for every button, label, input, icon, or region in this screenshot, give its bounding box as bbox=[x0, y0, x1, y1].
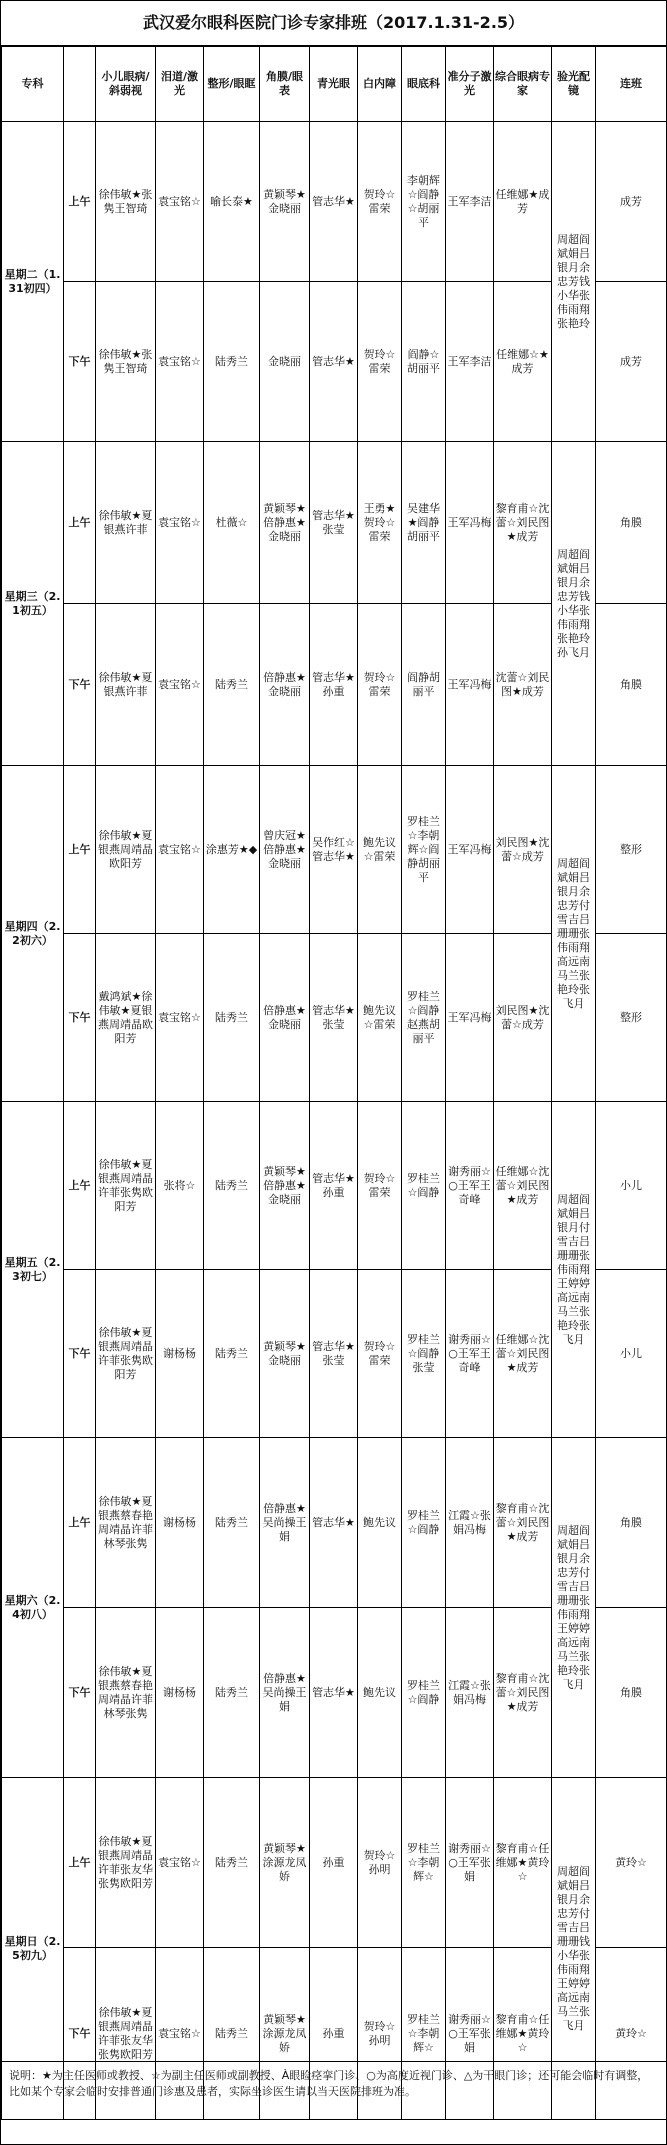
session-label: 下午 bbox=[64, 604, 96, 766]
cell-glaucoma: 管志华★孙重 bbox=[310, 604, 358, 766]
cell-cataract: 贺玲☆孙明 bbox=[358, 1948, 402, 2120]
cell-cataract: 贺玲☆雷荣 bbox=[358, 1102, 402, 1270]
header-glaucoma: 青光眼 bbox=[310, 47, 358, 122]
day-label: 星期二（1.31初四） bbox=[2, 122, 64, 442]
cell-general-expert: 任维娜☆★成芳 bbox=[494, 282, 552, 442]
cell-excimer: 王军李洁 bbox=[446, 122, 494, 282]
cell-continuous: 整形 bbox=[596, 766, 667, 934]
cell-oculoplastic: 喻长泰★ bbox=[204, 122, 260, 282]
cell-pediatric: 徐伟敏★夏银燕周靖晶许菲张友华张隽欧阳芳 bbox=[96, 1948, 156, 2120]
cell-cataract: 贺玲☆雷荣 bbox=[358, 604, 402, 766]
cell-pediatric: 徐伟敏★张隽王智琦 bbox=[96, 122, 156, 282]
header-general-expert: 综合眼病专家 bbox=[494, 47, 552, 122]
cell-pediatric: 徐伟敏★夏银燕蔡春艳周靖晶许菲林琴张隽 bbox=[96, 1438, 156, 1608]
cell-pediatric: 徐伟敏★夏银燕周靖晶欧阳芳 bbox=[96, 766, 156, 934]
cell-excimer: 王军冯梅 bbox=[446, 604, 494, 766]
cell-cataract: 鲍先议☆雷荣 bbox=[358, 934, 402, 1102]
cell-continuous: 角膜 bbox=[596, 442, 667, 604]
cell-pediatric: 徐伟敏★夏银燕周靖晶许菲张隽欧阳芳 bbox=[96, 1270, 156, 1438]
cell-lacrimal: 袁宝铭☆ bbox=[156, 934, 204, 1102]
cell-pediatric: 徐伟敏★夏银燕许菲 bbox=[96, 442, 156, 604]
cell-oculoplastic: 陆秀兰 bbox=[204, 1270, 260, 1438]
cell-lacrimal: 袁宝铭☆ bbox=[156, 1778, 204, 1948]
cell-lacrimal: 袁宝铭☆ bbox=[156, 766, 204, 934]
cell-cornea: 倍静惠★吴尚操王娟 bbox=[260, 1438, 310, 1608]
cell-optometry: 周超阎斌娟吕银月余忠芳付雪吉吕珊珊钱小华张伟雨翔王婷婷高远南马兰张飞月 bbox=[552, 1778, 596, 2120]
cell-retina: 罗桂兰☆李朝辉☆阎静胡丽平 bbox=[402, 766, 446, 934]
cell-pediatric: 徐伟敏★夏银燕周靖晶许菲张隽欧阳芳 bbox=[96, 1102, 156, 1270]
cell-continuous: 黄玲☆ bbox=[596, 1778, 667, 1948]
cell-cataract: 贺玲☆孙明 bbox=[358, 1778, 402, 1948]
session-label: 下午 bbox=[64, 282, 96, 442]
cell-general-expert: 刘民图★沈蕾☆成芳 bbox=[494, 766, 552, 934]
cell-retina: 吴建华★阎静胡丽平 bbox=[402, 442, 446, 604]
cell-cornea: 金晓丽 bbox=[260, 282, 310, 442]
session-label: 下午 bbox=[64, 1608, 96, 1778]
cell-continuous: 整形 bbox=[596, 934, 667, 1102]
cell-excimer: 王军冯梅 bbox=[446, 934, 494, 1102]
session-label: 上午 bbox=[64, 122, 96, 282]
cell-continuous: 小儿 bbox=[596, 1270, 667, 1438]
cell-continuous: 角膜 bbox=[596, 1608, 667, 1778]
cell-excimer: 江霞☆张娟冯梅 bbox=[446, 1608, 494, 1778]
cell-oculoplastic: 陆秀兰 bbox=[204, 1102, 260, 1270]
cell-cornea: 黄颖琴★倍静惠★金晓丽 bbox=[260, 1102, 310, 1270]
cell-retina: 罗桂兰☆阎静 bbox=[402, 1102, 446, 1270]
header-cornea: 角膜/眼表 bbox=[260, 47, 310, 122]
schedule-table bbox=[1, 46, 667, 2120]
header-pediatric: 小儿眼病/斜弱视 bbox=[96, 47, 156, 122]
cell-lacrimal: 袁宝铭☆ bbox=[156, 282, 204, 442]
cell-general-expert: 任维娜☆沈蕾☆刘民图★成芳 bbox=[494, 1270, 552, 1438]
cell-optometry: 周超阎斌娟吕银月余忠芳付雪吉吕珊珊张伟雨翔王婷婷高远南马兰张艳玲张飞月 bbox=[552, 1438, 596, 1778]
cell-continuous: 小儿 bbox=[596, 1102, 667, 1270]
cell-excimer: 王军李洁 bbox=[446, 282, 494, 442]
cell-oculoplastic: 陆秀兰 bbox=[204, 934, 260, 1102]
cell-retina: 罗桂兰☆阎静 bbox=[402, 1608, 446, 1778]
session-label: 下午 bbox=[64, 1948, 96, 2120]
session-label: 上午 bbox=[64, 1778, 96, 1948]
session-label: 上午 bbox=[64, 766, 96, 934]
day-label: 星期五（2.3初七） bbox=[2, 1102, 64, 1438]
cell-pediatric: 戴鸿斌★徐伟敏★夏银燕周靖晶欧阳芳 bbox=[96, 934, 156, 1102]
cell-general-expert: 黎育甫☆任维娜★黄玲☆ bbox=[494, 1778, 552, 1948]
cell-lacrimal: 张将☆ bbox=[156, 1102, 204, 1270]
header-lacrimal: 泪道/激光 bbox=[156, 47, 204, 122]
table-row bbox=[2, 442, 667, 604]
cell-retina: 罗桂兰☆李朝辉☆ bbox=[402, 1948, 446, 2120]
cell-cornea: 倍静惠★金晓丽 bbox=[260, 604, 310, 766]
cell-cornea: 黄颖琴★涂源龙凤娇 bbox=[260, 1948, 310, 2120]
cell-glaucoma: 管志华★ bbox=[310, 1608, 358, 1778]
cell-cataract: 鲍先议 bbox=[358, 1608, 402, 1778]
cell-general-expert: 黎育甫☆沈蕾☆刘民图★成芳 bbox=[494, 1608, 552, 1778]
cell-oculoplastic: 陆秀兰 bbox=[204, 604, 260, 766]
cell-lacrimal: 袁宝铭☆ bbox=[156, 442, 204, 604]
cell-excimer: 江霞☆张娟冯梅 bbox=[446, 1438, 494, 1608]
header-excimer: 准分子激光 bbox=[446, 47, 494, 122]
cell-pediatric: 徐伟敏★张隽王智琦 bbox=[96, 282, 156, 442]
cell-cornea: 倍静惠★吴尚操王娟 bbox=[260, 1608, 310, 1778]
cell-oculoplastic: 陆秀兰 bbox=[204, 1438, 260, 1608]
cell-glaucoma: 管志华★张莹 bbox=[310, 442, 358, 604]
day-label: 星期日（2.5初九） bbox=[2, 1778, 64, 2120]
cell-oculoplastic: 陆秀兰 bbox=[204, 282, 260, 442]
cell-oculoplastic: 陆秀兰 bbox=[204, 1948, 260, 2120]
cell-cornea: 倍静惠★金晓丽 bbox=[260, 934, 310, 1102]
cell-lacrimal: 谢杨杨 bbox=[156, 1270, 204, 1438]
cell-continuous: 黄玲☆ bbox=[596, 1948, 667, 2120]
cell-continuous: 角膜 bbox=[596, 604, 667, 766]
cell-pediatric: 徐伟敏★夏银燕蔡春艳周靖晶许菲林琴张隽 bbox=[96, 1608, 156, 1778]
cell-lacrimal: 袁宝铭☆ bbox=[156, 1948, 204, 2120]
cell-general-expert: 黎育甫☆沈蕾☆刘民图★成芳 bbox=[494, 1438, 552, 1608]
table-row bbox=[2, 766, 667, 934]
table-row bbox=[2, 122, 667, 282]
cell-lacrimal: 袁宝铭☆ bbox=[156, 122, 204, 282]
cell-optometry: 周超阎斌娟吕银月余忠芳付雪吉吕珊珊张伟雨翔高远南马兰张艳玲张飞月 bbox=[552, 766, 596, 1102]
cell-lacrimal: 谢杨杨 bbox=[156, 1438, 204, 1608]
table-row bbox=[2, 1778, 667, 1948]
cell-continuous: 角膜 bbox=[596, 1438, 667, 1608]
cell-continuous: 成芳 bbox=[596, 122, 667, 282]
cell-continuous: 成芳 bbox=[596, 282, 667, 442]
cell-cornea: 黄颖琴★涂源龙凤娇 bbox=[260, 1778, 310, 1948]
table-row bbox=[2, 1438, 667, 1608]
cell-glaucoma: 管志华★ bbox=[310, 282, 358, 442]
cell-general-expert: 任维娜☆沈蕾☆刘民图★成芳 bbox=[494, 1102, 552, 1270]
cell-cataract: 鲍先议☆雷荣 bbox=[358, 766, 402, 934]
schedule-body bbox=[2, 122, 667, 2120]
cell-excimer: 谢秀丽☆○王军王奇峰 bbox=[446, 1270, 494, 1438]
cell-general-expert: 任维娜★成芳 bbox=[494, 122, 552, 282]
cell-glaucoma: 管志华★ bbox=[310, 1438, 358, 1608]
cell-cataract: 王勇★贺玲☆雷荣 bbox=[358, 442, 402, 604]
cell-lacrimal: 袁宝铭☆ bbox=[156, 604, 204, 766]
cell-general-expert: 沈蕾☆刘民图★成芳 bbox=[494, 604, 552, 766]
header-specialty: 专科 bbox=[2, 47, 64, 122]
footnote: 说明：★为主任医师或教授、☆为副主任医师或副教授、À眼睑痉挛门诊、○为高度近视门诊、△为干眼门诊；还可能会临时有调整，比如某个专家会临时安排普通门诊惠及患者，实际坐诊医生请以当天医院排班为准。 bbox=[1, 2061, 666, 2144]
cell-cornea: 黄颖琴★倍静惠★金晓丽 bbox=[260, 442, 310, 604]
cell-optometry: 周超阎斌娟吕银月余忠芳钱小华张伟雨翔张艳玲孙飞月 bbox=[552, 442, 596, 766]
cell-cornea: 黄颖琴★金晓丽 bbox=[260, 122, 310, 282]
session-label: 上午 bbox=[64, 442, 96, 604]
cell-oculoplastic: 陆秀兰 bbox=[204, 1608, 260, 1778]
cell-pediatric: 徐伟敏★夏银燕周靖晶许菲张友华张隽欧阳芳 bbox=[96, 1778, 156, 1948]
cell-retina: 罗桂兰☆李朝辉☆ bbox=[402, 1778, 446, 1948]
header-row bbox=[2, 47, 667, 122]
cell-glaucoma: 管志华★张莹 bbox=[310, 934, 358, 1102]
cell-oculoplastic: 陆秀兰 bbox=[204, 1778, 260, 1948]
cell-retina: 罗桂兰☆阎静张莹 bbox=[402, 1270, 446, 1438]
cell-glaucoma: 管志华★ bbox=[310, 122, 358, 282]
cell-general-expert: 刘民图★沈蕾☆成芳 bbox=[494, 934, 552, 1102]
cell-excimer: 谢秀丽☆○王军张娟 bbox=[446, 1948, 494, 2120]
cell-general-expert: 黎育甫☆任维娜★黄玲☆ bbox=[494, 1948, 552, 2120]
table-row bbox=[2, 1102, 667, 1270]
cell-glaucoma: 管志华★张莹 bbox=[310, 1270, 358, 1438]
session-label: 下午 bbox=[64, 934, 96, 1102]
cell-glaucoma: 管志华★孙重 bbox=[310, 1102, 358, 1270]
cell-cornea: 黄颖琴★金晓丽 bbox=[260, 1270, 310, 1438]
header-optometry: 验光配镜 bbox=[552, 47, 596, 122]
header-continuous: 连班 bbox=[596, 47, 667, 122]
header-oculoplastic: 整形/眼眶 bbox=[204, 47, 260, 122]
cell-glaucoma: 孙重 bbox=[310, 1778, 358, 1948]
cell-glaucoma: 孙重 bbox=[310, 1948, 358, 2120]
day-label: 星期四（2.2初六） bbox=[2, 766, 64, 1102]
cell-retina: 李朝辉☆阎静☆胡丽平 bbox=[402, 122, 446, 282]
cell-retina: 阎静胡丽平 bbox=[402, 604, 446, 766]
cell-retina: 阎静☆胡丽平 bbox=[402, 282, 446, 442]
day-label: 星期六（2.4初八） bbox=[2, 1438, 64, 1778]
cell-cataract: 贺玲☆雷荣 bbox=[358, 282, 402, 442]
header-cataract: 白内障 bbox=[358, 47, 402, 122]
cell-excimer: 王军冯梅 bbox=[446, 766, 494, 934]
header-retina: 眼底科 bbox=[402, 47, 446, 122]
session-label: 上午 bbox=[64, 1438, 96, 1608]
session-label: 下午 bbox=[64, 1270, 96, 1438]
day-label: 星期三（2.1初五） bbox=[2, 442, 64, 766]
cell-retina: 罗桂兰☆阎静赵燕胡丽平 bbox=[402, 934, 446, 1102]
cell-retina: 罗桂兰☆阎静 bbox=[402, 1438, 446, 1608]
session-label: 上午 bbox=[64, 1102, 96, 1270]
cell-oculoplastic: 涂惠芳★◆ bbox=[204, 766, 260, 934]
cell-optometry: 周超阎斌娟吕银月付雪吉吕珊珊张伟雨翔王婷婷高远南马兰张艳玲张飞月 bbox=[552, 1102, 596, 1438]
cell-cataract: 鲍先议 bbox=[358, 1438, 402, 1608]
cell-cataract: 贺玲☆雷荣 bbox=[358, 1270, 402, 1438]
cell-excimer: 王军冯梅 bbox=[446, 442, 494, 604]
page-title: 武汉爱尔眼科医院门诊专家排班（2017.1.31-2.5） bbox=[1, 1, 666, 46]
cell-oculoplastic: 杜薇☆ bbox=[204, 442, 260, 604]
cell-lacrimal: 谢杨杨 bbox=[156, 1608, 204, 1778]
header-session bbox=[64, 47, 96, 122]
cell-optometry: 周超阎斌娟吕银月余忠芳钱小华张伟雨翔张艳玲 bbox=[552, 122, 596, 442]
cell-pediatric: 徐伟敏★夏银燕许菲 bbox=[96, 604, 156, 766]
cell-cornea: 曾庆冠★倍静惠★金晓丽 bbox=[260, 766, 310, 934]
cell-excimer: 谢秀丽☆○王军张娟 bbox=[446, 1778, 494, 1948]
cell-excimer: 谢秀丽☆○王军王奇峰 bbox=[446, 1102, 494, 1270]
cell-glaucoma: 吴作红☆管志华★ bbox=[310, 766, 358, 934]
cell-general-expert: 黎育甫☆沈蕾☆刘民图★成芳 bbox=[494, 442, 552, 604]
cell-cataract: 贺玲☆雷荣 bbox=[358, 122, 402, 282]
